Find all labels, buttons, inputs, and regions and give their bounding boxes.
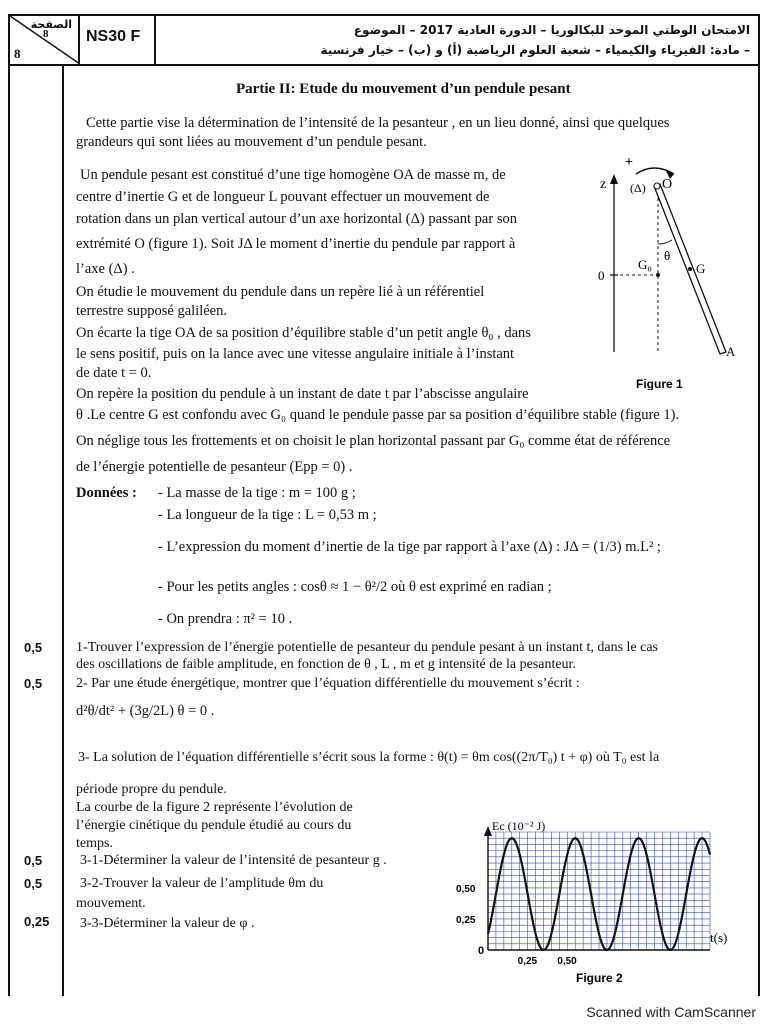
points-q2: 0,5 [24,676,43,691]
intro-line-2: grandeurs qui sont liées au mouvement d’un pendule pesant. [76,134,427,150]
question-3-line-2: période propre du pendule. [76,782,227,797]
x-tick-label: 0,50 [557,956,577,967]
desc-line-4: extrémité O (figure 1). Soit JΔ le moment d’inertie du pendule par rapport à [76,236,516,252]
scanner-watermark: Scanned with CamScanner [586,1004,756,1020]
points-q3-1: 0,5 [24,853,43,868]
page-total: 8 [14,46,21,61]
question-3-3: 3-3-Déterminer la valeur de φ . [80,916,255,931]
exam-code: NS30 F [80,16,156,64]
z-axis-arrow [610,174,618,184]
label-z: z [600,177,607,192]
desc-line-9: le sens positif, puis on la lance avec une vitesse angulaire initiale à l’instant [76,346,515,362]
question-3-line-4: l’énergie cinétique du pendule étudié au cours du [76,818,352,833]
label-A: A [726,344,736,359]
x-tick-label: 0,25 [517,956,538,967]
label-G0: G₀ [638,257,652,272]
right-border [758,66,760,996]
point-G0 [656,273,660,277]
desc-line-6: On étudie le mouvement du pendule dans un repère lié à un référentiel [76,284,485,300]
label-plus: + [625,155,633,170]
intro-line-1: Cette partie vise la détermination de l’intensité de la pesanteur , en un lieu donné, ainsi que quelques [86,115,670,131]
desc-line-12: θ .Le centre G est confondu avec G₀ quand le pendule passe par sa position d’équilibre stable (figure 1). [76,407,680,423]
data-item-length: - La longueur de la tige : L = 0,53 m ; [158,507,377,523]
desc-line-1: Un pendule pesant est constitué d’une tige homogène OA de masse m, de [80,167,506,183]
data-label: Données : [76,485,137,501]
margin-border [62,66,64,996]
data-item-pi: - On prendra : π² = 10 . [158,611,293,627]
y-axis-label: Ec (10⁻² J) [492,819,546,833]
y-tick-label: 0,50 [456,883,476,895]
label-theta: θ [664,248,671,263]
desc-line-7: terrestre supposé galiléen. [76,303,227,319]
question-3-line-5: temps. [76,836,113,851]
desc-line-5: l’axe (Δ) . [76,261,135,277]
x-axis-label: t(s) [710,930,728,945]
desc-line-10: de date t = 0. [76,365,152,381]
figure-2-caption: Figure 2 [576,971,623,985]
origin-label: 0 [478,945,485,957]
desc-line-14: de l’énergie potentielle de pesanteur (Epp = 0) . [76,459,353,475]
desc-line-2: centre d’inertie G et de longueur L pouvant effectuer un mouvement de [76,189,490,205]
question-3-2-line-2: mouvement. [76,896,146,911]
exam-title-line1: الامتحان الوطني الموحد للبكالوريا – الدورة العادية 2017 – الموضوع [353,23,750,37]
question-3-2-line-1: 3-2-Trouver la valeur de l’amplitude θm du [80,876,324,891]
points-q3-2: 0,5 [24,876,43,891]
left-border [8,66,10,996]
label-zero: 0 [598,268,605,283]
question-1-line-2: des oscillations de faible amplitude, en fonction de θ , L , m et g intensité de la pesanteur. [76,657,576,672]
exam-title-line2: – مادة: الفيزياء والكيمياء – شعبة العلوم الرياضية (أ) و (ب) – خيار فرنسية [320,43,750,57]
figure-2-chart [452,818,742,1018]
data-item-cos-approx: - Pour les petits angles : cosθ ≈ 1 − θ²/2 où θ est exprimé en radian ; [158,579,552,595]
exam-header [8,14,760,66]
label-O: O [662,177,673,192]
y-tick-label: 0,25 [456,914,476,926]
points-q1: 0,5 [24,640,43,655]
exam-title [320,20,750,60]
desc-line-11: On repère la position du pendule à un instant de date t par l’abscisse angulaire [76,386,529,402]
y-axis-arrow [484,826,492,836]
figure-1-pendulum [592,152,758,390]
data-item-inertia: - L’expression du moment d’inertie de la tige par rapport à l’axe (Δ) : JΔ = (1/3) m.L² ; [158,539,661,555]
point-G [688,267,692,271]
page-number-box [10,16,80,64]
figure-1-caption: Figure 1 [636,377,683,390]
theta-arc [658,240,672,244]
desc-line-8: On écarte la tige OA de sa position d’équilibre stable d’un petit angle θ₀ , dans [76,325,531,341]
label-G: G [696,261,706,276]
question-1-line-1: 1-Trouver l’expression de l’énergie potentielle de pesanteur du pendule pesant à un instant t, dans le cas [76,640,658,655]
differential-equation: d²θ/dt² + (3g/2L) θ = 0 . [76,703,215,719]
part-title: Partie II: Etude du mouvement d’un pendule pesant [236,81,571,97]
pivot-O [654,183,660,189]
question-3-1: 3-1-Déterminer la valeur de l’intensité de pesanteur g . [80,853,387,868]
points-q3-3: 0,25 [24,914,50,929]
question-3-line-3: La courbe de la figure 2 représente l’évolution de [76,800,353,815]
question-3-line-1: 3- La solution de l’équation différentielle s’écrit sous la forme : θ(t) = θm cos((2π/T₀) t + φ) où T₀ est la [78,750,660,765]
desc-line-3: rotation dans un plan vertical autour d’un axe horizontal (Δ) passant par son [76,211,517,227]
desc-line-13: On néglige tous les frottements et on choisit le plan horizontal passant par G₀ comme état de référence [76,433,671,449]
label-delta: (Δ) [630,181,646,195]
page-number: 8 [43,28,49,40]
question-2-line: 2- Par une étude énergétique, montrer que l’équation différentielle du mouvement s’écrit : [76,676,580,691]
data-item-mass: - La masse de la tige : m = 100 g ; [158,485,356,501]
page-label: الصفحة [30,18,72,31]
